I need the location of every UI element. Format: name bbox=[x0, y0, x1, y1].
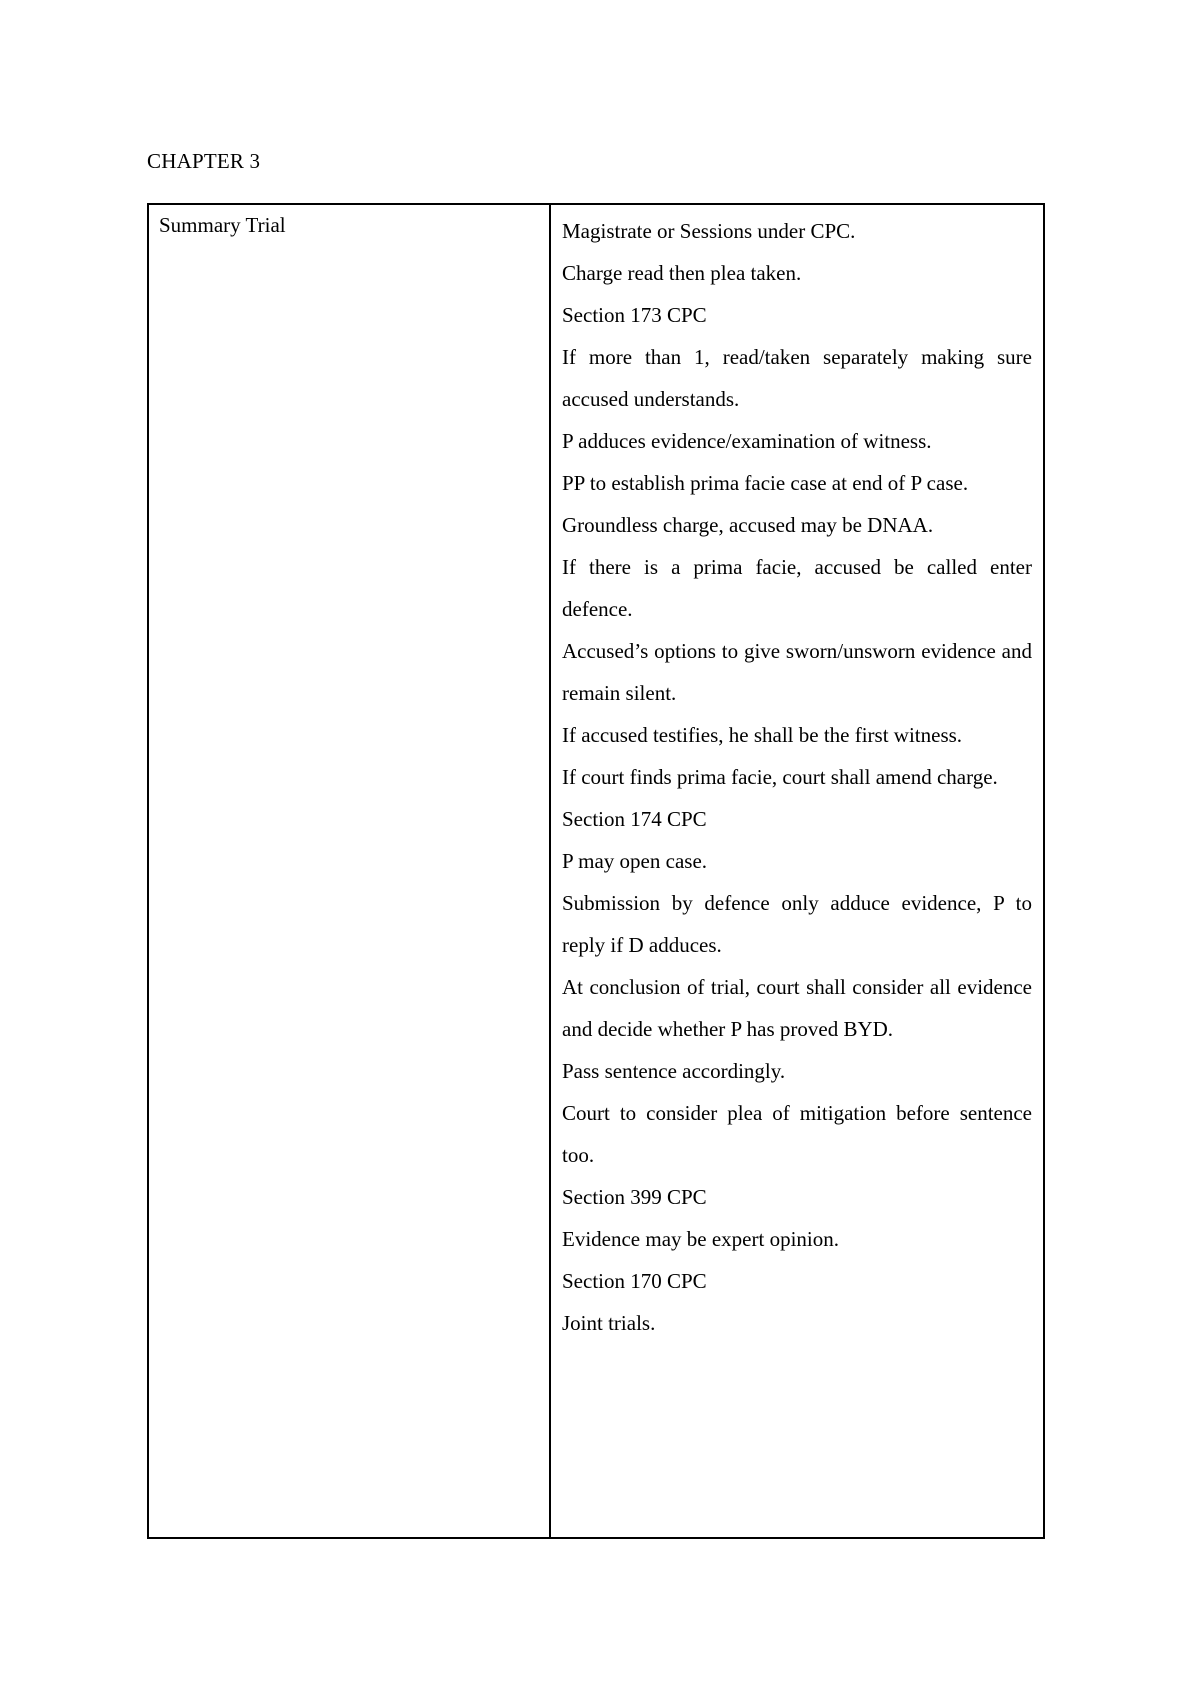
note-line: Charge read then plea taken. bbox=[562, 261, 802, 285]
note-line: If more than 1, read/taken separately making sure accused understands. bbox=[562, 345, 1032, 411]
chapter-heading: CHAPTER 3 bbox=[147, 149, 261, 173]
note-line: Court to consider plea of mitigation before sentence too. bbox=[562, 1101, 1032, 1167]
notes-list bbox=[562, 210, 1032, 1344]
note-line: P may open case. bbox=[562, 849, 708, 873]
note-line: Section 174 CPC bbox=[562, 807, 707, 831]
note-line: Accused’s options to give sworn/unsworn evidence and remain silent. bbox=[562, 639, 1032, 705]
note-line: Joint trials. bbox=[562, 1311, 656, 1335]
note-line: Section 399 CPC bbox=[562, 1185, 707, 1209]
topic-label: Summary Trial bbox=[159, 213, 286, 237]
note-line: Submission by defence only adduce evidence, P to reply if D adduces. bbox=[562, 891, 1032, 957]
notes-cell bbox=[551, 205, 1043, 1537]
notes-table bbox=[147, 203, 1045, 1539]
note-line: If there is a prima facie, accused be called enter defence. bbox=[562, 555, 1032, 621]
note-line: Pass sentence accordingly. bbox=[562, 1059, 786, 1083]
note-line: If court finds prima facie, court shall amend charge. bbox=[562, 765, 998, 789]
note-line: Section 173 CPC bbox=[562, 303, 707, 327]
note-line: At conclusion of trial, court shall consider all evidence and decide whether P has proved BYD. bbox=[562, 975, 1032, 1041]
note-line: If accused testifies, he shall be the first witness. bbox=[562, 723, 963, 747]
note-line: Magistrate or Sessions under CPC. bbox=[562, 219, 856, 243]
note-line: Groundless charge, accused may be DNAA. bbox=[562, 513, 934, 537]
note-line: Section 170 CPC bbox=[562, 1269, 707, 1293]
topic-cell bbox=[149, 205, 551, 1537]
note-line: Evidence may be expert opinion. bbox=[562, 1227, 839, 1251]
note-line: PP to establish prima facie case at end of P case. bbox=[562, 471, 969, 495]
note-line: P adduces evidence/examination of witness. bbox=[562, 429, 932, 453]
